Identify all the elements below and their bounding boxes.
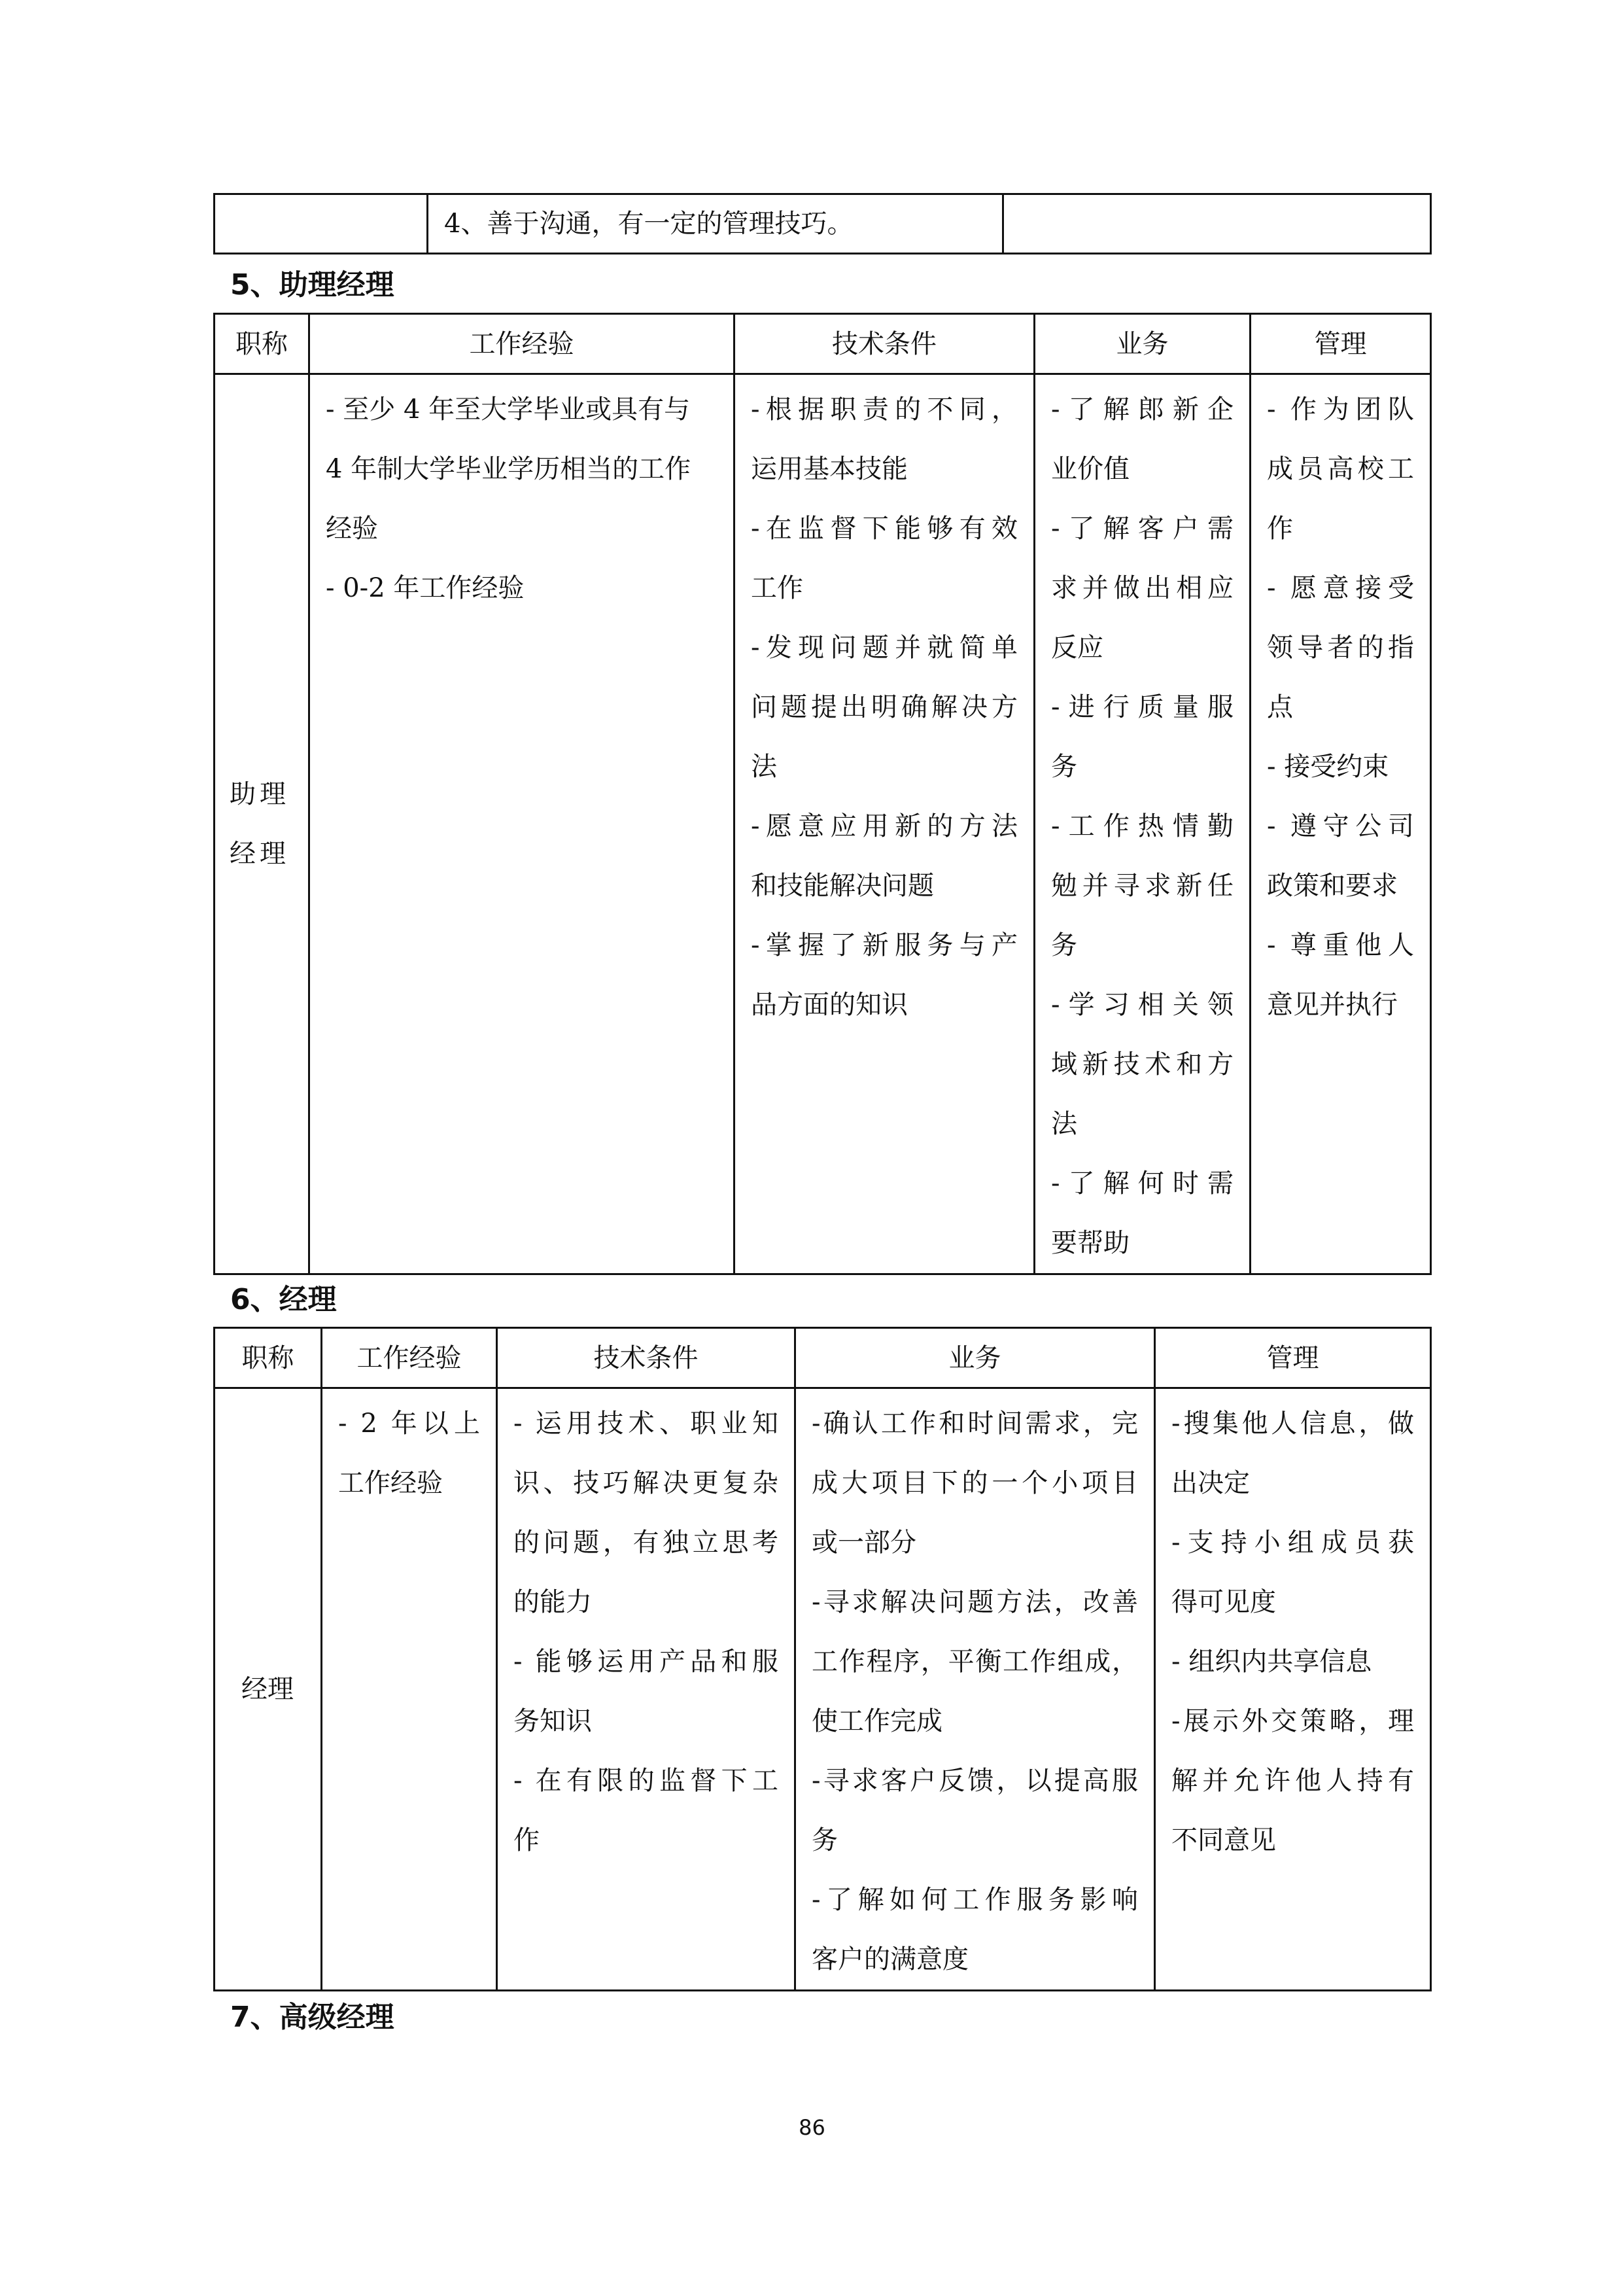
title-line: 经理 <box>230 838 290 869</box>
text-line: -搜集他人信息，做 <box>1171 1409 1414 1439</box>
text-line: -了解何时需 <box>1051 1168 1234 1199</box>
continuation-table <box>213 193 1432 254</box>
text-line: 出决定 <box>1171 1468 1250 1498</box>
text-line: 法 <box>751 752 777 782</box>
header-title: 职称 <box>215 314 309 374</box>
manager-table <box>213 1327 1432 1991</box>
text-line: 务知识 <box>513 1706 592 1736</box>
text-line: -了解如何工作服务影响 <box>812 1885 1138 1915</box>
text-line: 求并做出相应 <box>1051 573 1234 603</box>
requirement-text: 4、善于沟通，有一定的管理技巧。 <box>444 209 854 239</box>
text-line: 成大项目下的一个小项目 <box>812 1468 1138 1498</box>
header-business: 业务 <box>795 1328 1155 1388</box>
text-line: -展示外交策略，理 <box>1171 1706 1414 1736</box>
text-line: 域新技术和方 <box>1051 1049 1234 1079</box>
text-line: 点 <box>1267 692 1293 722</box>
text-line: -了解客户需 <box>1051 514 1234 544</box>
experience-cell <box>322 1388 497 1991</box>
text-line: 业价值 <box>1051 454 1130 484</box>
text-line: -确认工作和时间需求，完 <box>812 1409 1138 1439</box>
text-line: - 接受约束 <box>1267 752 1389 782</box>
table-row <box>215 1388 1431 1991</box>
text-line: - 0-2 年工作经验 <box>326 573 525 603</box>
header-experience: 工作经验 <box>309 314 734 374</box>
business-cell <box>1035 374 1251 1274</box>
section-heading-senior-manager: 7、高级经理 <box>230 2001 394 2034</box>
text-line: - 能够运用产品和服 <box>513 1647 778 1677</box>
text-line: - 作为团队 <box>1267 394 1414 425</box>
header-row <box>215 314 1431 374</box>
text-line: - 组织内共享信息 <box>1171 1647 1372 1677</box>
text-line: 务 <box>1051 930 1077 960</box>
text-line: 要帮助 <box>1051 1228 1130 1258</box>
text-line: -掌握了新服务与产 <box>751 930 1018 960</box>
management-cell <box>1251 374 1431 1274</box>
text-line: -工作热情勤 <box>1051 811 1234 841</box>
text-line: - 运用技术、职业知 <box>513 1409 778 1439</box>
text-line: 作 <box>513 1825 540 1855</box>
text-line: 作 <box>1267 514 1293 544</box>
text-line: -寻求解决问题方法，改善 <box>812 1587 1138 1617</box>
text-line: 问题提出明确解决方 <box>751 692 1018 722</box>
text-line: 工作经验 <box>338 1468 443 1498</box>
text-line: 不同意见 <box>1171 1825 1276 1855</box>
experience-cell <box>309 374 734 1274</box>
text-line: 工作程序，平衡工作组成， <box>812 1647 1138 1677</box>
text-line: 务 <box>812 1825 838 1855</box>
header-skills: 技术条件 <box>734 314 1035 374</box>
header-management: 管理 <box>1251 314 1431 374</box>
text-line: -根据职责的不同， <box>751 394 1018 425</box>
header-business: 业务 <box>1035 314 1251 374</box>
business-cell <box>795 1388 1155 1991</box>
text-line: 勉并寻求新任 <box>1051 871 1234 901</box>
text-line: 客户的满意度 <box>812 1944 969 1974</box>
management-cell <box>1155 1388 1431 1991</box>
text-line: 识、技巧解决更复杂 <box>513 1468 778 1498</box>
section-heading-manager: 6、经理 <box>230 1283 337 1316</box>
header-skills: 技术条件 <box>497 1328 795 1388</box>
text-line: 或一部分 <box>812 1528 916 1558</box>
text-line: -了解郎新企 <box>1051 394 1234 425</box>
text-line: - 在有限的监督下工 <box>513 1766 778 1796</box>
header-experience: 工作经验 <box>322 1328 497 1388</box>
text-line: 品方面的知识 <box>751 990 908 1020</box>
assistant-manager-table <box>213 313 1432 1275</box>
title-cell <box>215 374 309 1274</box>
text-line: 经验 <box>326 514 378 544</box>
text-line: 得可见度 <box>1171 1587 1276 1617</box>
page-number: 86 <box>799 2115 825 2140</box>
empty-cell <box>1003 194 1431 254</box>
text-line: -寻求客户反馈，以提高服 <box>812 1766 1138 1796</box>
text-line: 意见并执行 <box>1267 990 1398 1020</box>
text-line: 法 <box>1051 1109 1077 1139</box>
text-line: -进行质量服 <box>1051 692 1234 722</box>
text-line: - 2 年以上 <box>338 1409 480 1439</box>
skills-cell <box>497 1388 795 1991</box>
text-line: -愿意应用新的方法 <box>751 811 1018 841</box>
text-line: - 至少 4 年至大学毕业或具有与 <box>326 394 691 425</box>
text-line: 的能力 <box>513 1587 592 1617</box>
text-line: -在监督下能够有效 <box>751 514 1018 544</box>
text-line: 反应 <box>1051 633 1103 663</box>
text-line: -支持小组成员获 <box>1171 1528 1414 1558</box>
text-line: 4 年制大学毕业学历相当的工作 <box>326 454 691 484</box>
text-line: - 遵守公司 <box>1267 811 1414 841</box>
header-management: 管理 <box>1155 1328 1431 1388</box>
text-line: 成员高校工 <box>1267 454 1414 484</box>
requirement-cell <box>428 194 1003 254</box>
text-line: 务 <box>1051 752 1077 782</box>
text-line: - 尊重他人 <box>1267 930 1414 960</box>
skills-cell <box>734 374 1035 1274</box>
text-line: 解并允许他人持有 <box>1171 1766 1414 1796</box>
title-line: 经理 <box>241 1673 294 1704</box>
table-row <box>215 374 1431 1274</box>
empty-cell <box>215 194 428 254</box>
text-line: -学习相关领 <box>1051 990 1234 1020</box>
text-line: 工作 <box>751 573 803 603</box>
text-line: 和技能解决问题 <box>751 871 934 901</box>
header-row <box>215 1328 1431 1388</box>
text-line: - 愿意接受 <box>1267 573 1414 603</box>
header-title: 职称 <box>215 1328 322 1388</box>
text-line: 运用基本技能 <box>751 454 908 484</box>
text-line: 政策和要求 <box>1267 871 1398 901</box>
title-cell <box>215 1388 322 1991</box>
text-line: -发现问题并就简单 <box>751 633 1018 663</box>
text-line: 领导者的指 <box>1267 633 1414 663</box>
section-heading-assistant-manager: 5、助理经理 <box>230 268 394 302</box>
title-line: 助理 <box>230 779 290 809</box>
text-line: 使工作完成 <box>812 1706 942 1736</box>
table-row <box>215 194 1431 254</box>
text-line: 的问题，有独立思考 <box>513 1528 778 1558</box>
